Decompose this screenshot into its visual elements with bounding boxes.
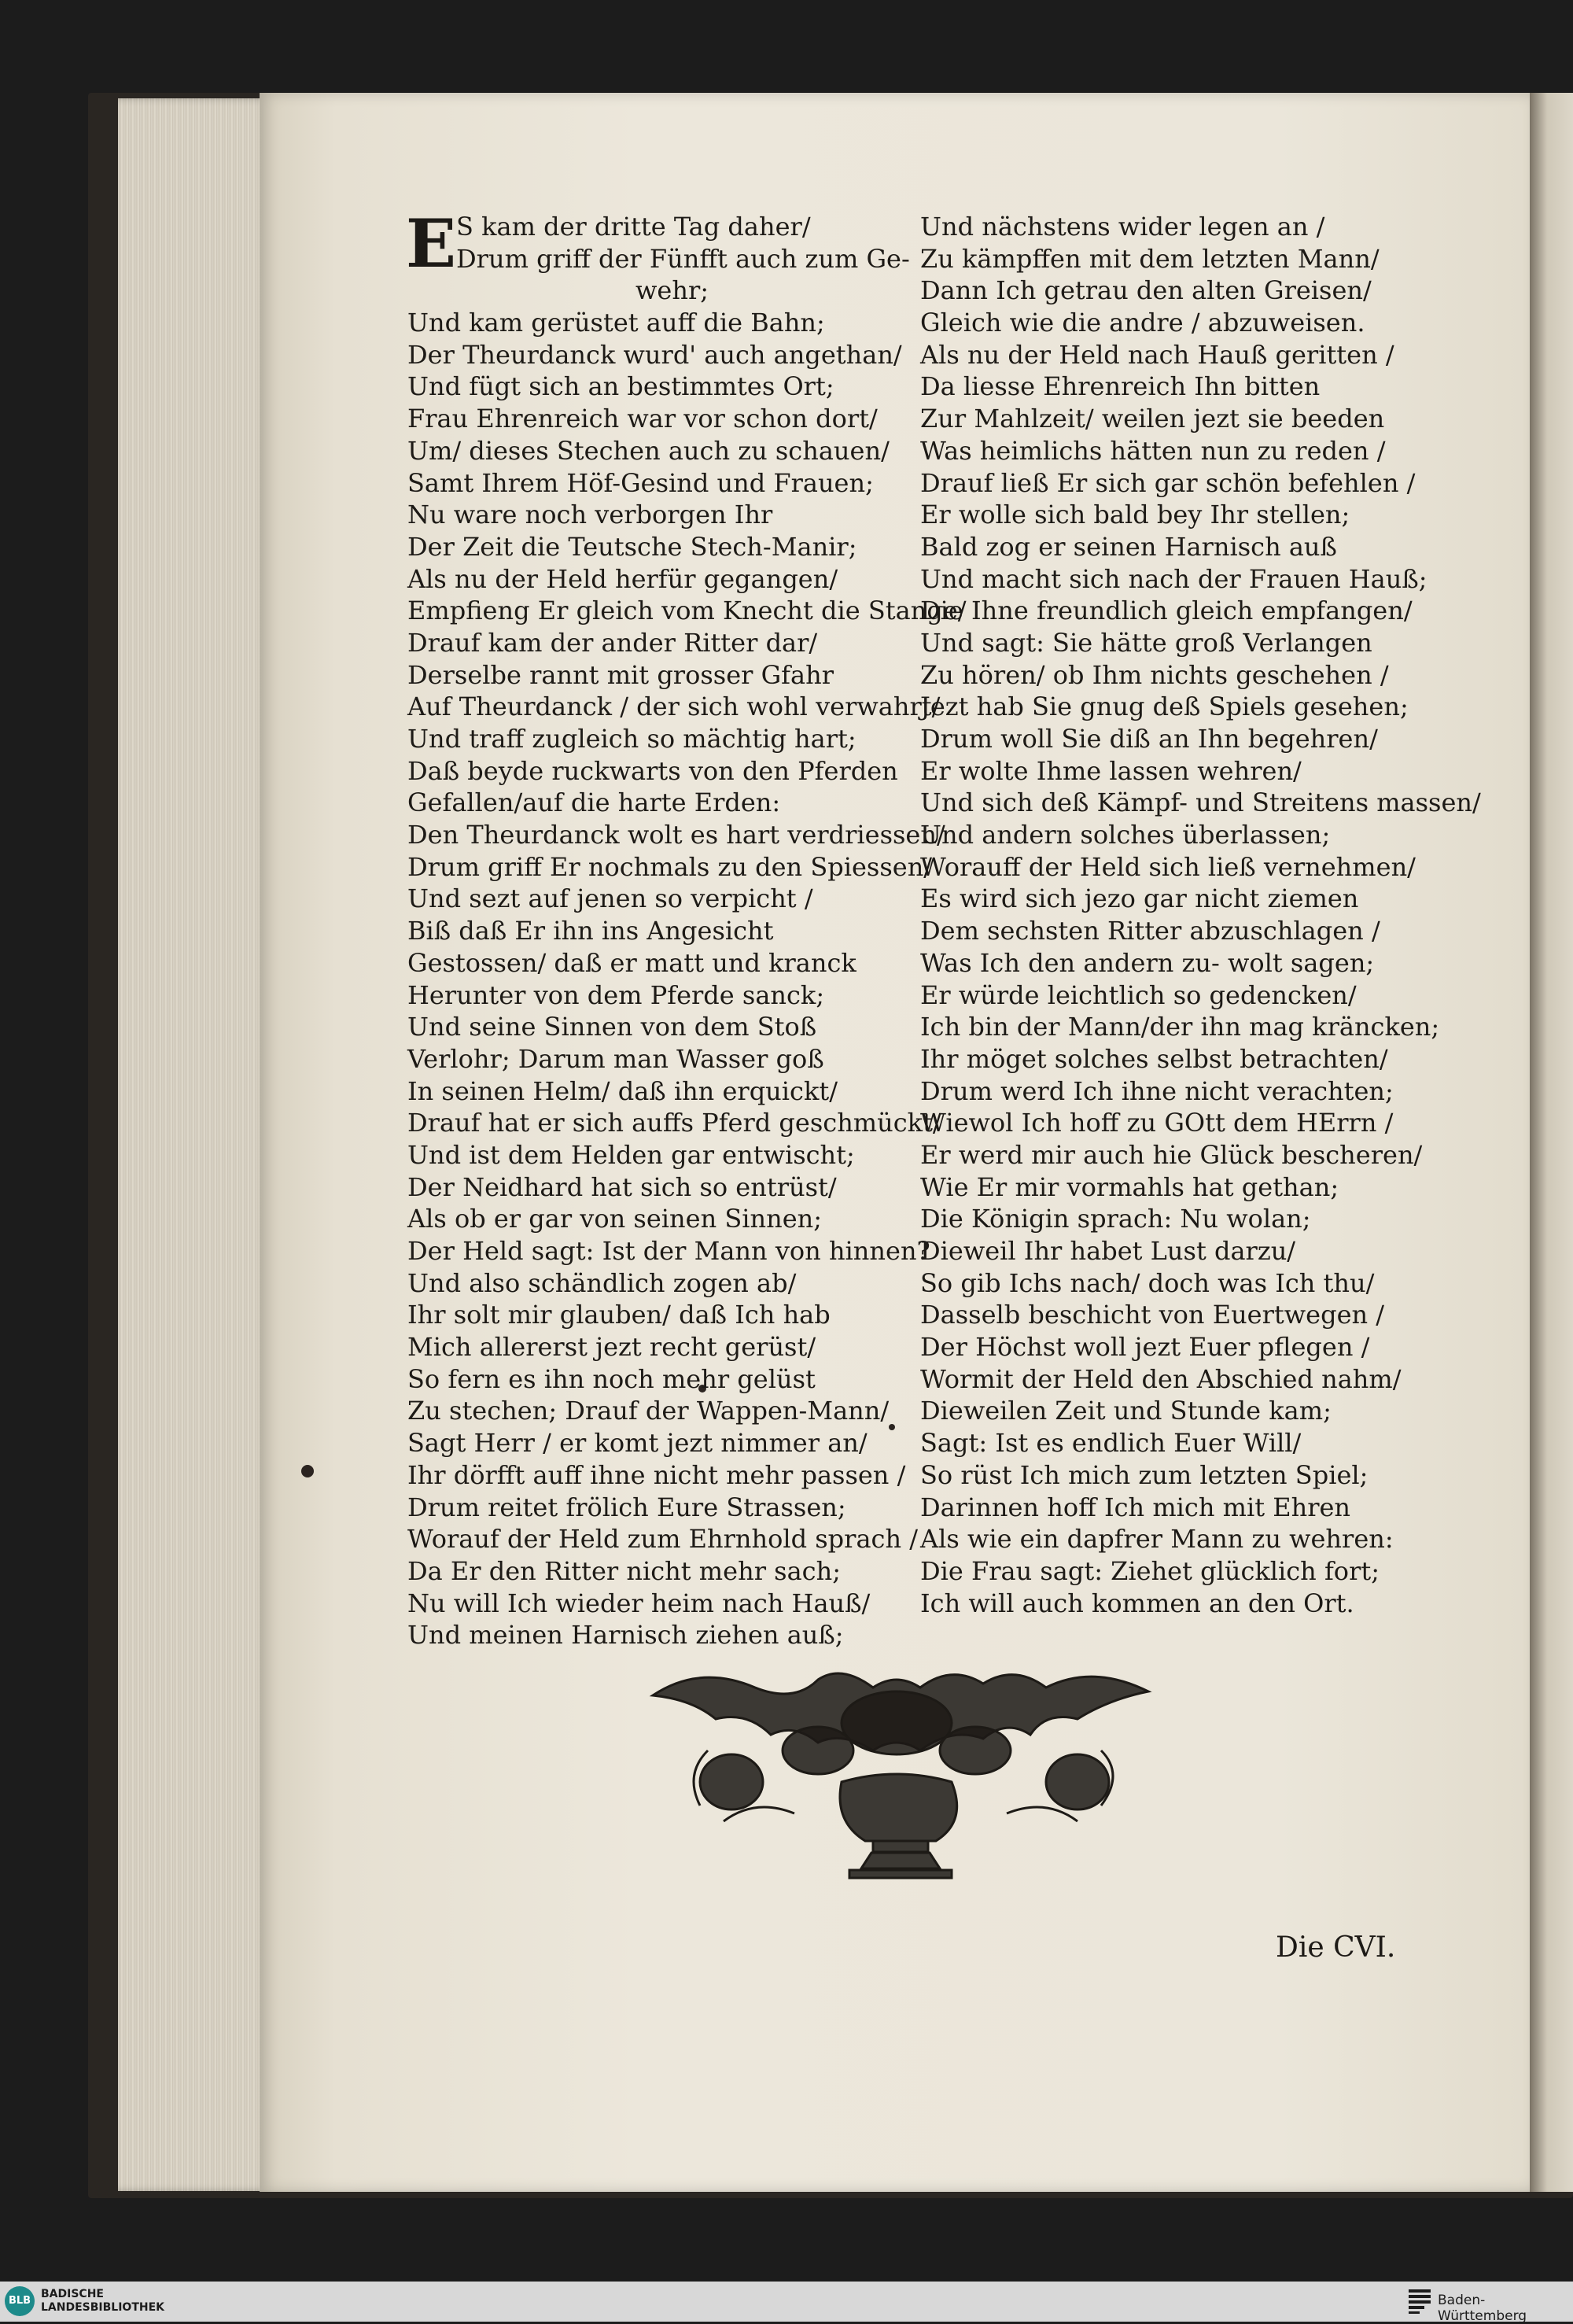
verse-line: Zur Mahlzeit/ weilen jezt sie beeden [920,404,1385,434]
ornamental-vase-vignette-icon [637,1664,1164,1892]
verse-line: Drum woll Sie diß an Ihn begehren/ [920,724,1378,754]
verse-line: Als nu der Held herfür gegangen/ [407,563,838,594]
verse-line: Er würde leichtlich so gedencken/ [920,979,1357,1010]
verse-line: Die Frau sagt: Ziehet glücklich fort; [920,1555,1380,1586]
verse-line: Ihr dörfft auff ihne nicht mehr passen / [407,1459,906,1490]
verse-line: Um/ dieses Stechen auch zu schauen/ [407,435,890,466]
verse-line: Und sich deß Kämpf- und Streitens massen/ [920,788,1481,818]
verse-line: Und ist dem Helden gar entwischt; [407,1139,855,1170]
verse-line: Und traff zugleich so mächtig hart; [407,724,856,754]
verse-line: Drum griff Er nochmals zu den Spiessen/ [407,851,933,882]
verse-line: Drauf hat er sich auffs Pferd geschmückt/ [407,1108,941,1138]
verse-line: So rüst Ich mich zum letzten Spiel; [920,1459,1369,1490]
library-name-line2: LANDESBIBLIOTHEK [41,2301,165,2314]
verse-line: wehr; [635,275,709,306]
verse-line: Daß beyde ruckwarts von den Pferden [407,755,898,786]
verse-line: Sagt: Ist es endlich Euer Will/ [920,1428,1302,1459]
verse-line: Was Ich den andern zu- wolt sagen; [920,947,1375,978]
verse-line: Da liesse Ehrenreich Ihn bitten [920,371,1321,402]
catchword: Die CVI. [1276,1931,1396,1964]
library-name[interactable] [41,2288,164,2315]
verse-line: Der Höchst woll jezt Euer pflegen / [920,1332,1370,1363]
verse-line: So fern es ihn noch mehr gelüst [407,1363,816,1394]
verse-line: Dasselb beschicht von Euertwegen / [920,1300,1385,1330]
verse-line: Und seine Sinnen von dem Stoß [407,1012,817,1042]
verse-line: Zu kämpffen mit dem letzten Mann/ [920,243,1380,274]
verse-line: Ihr möget solches selbst betrachten/ [920,1043,1388,1074]
verse-line: Und kam gerüstet auff die Bahn; [407,308,825,338]
verse-line: Darinnen hoff Ich mich mit Ehren [920,1492,1351,1522]
verse-line: Ich will auch kommen an den Ort. [920,1588,1354,1618]
verse-line: Nu will Ich wieder heim nach Hauß/ [407,1588,871,1618]
verse-line: Der Neidhard hat sich so entrüst/ [407,1171,837,1202]
facing-page-edge [1530,93,1573,2192]
verse-line: Er wolle sich bald bey Ihr stellen; [920,500,1350,530]
verse-line: Jezt hab Sie gnug deß Spiels gesehen; [920,692,1409,722]
verse-line: S kam der dritte Tag daher/ [456,212,811,242]
verse-line: Er wolte Ihme lassen wehren/ [920,755,1302,786]
verse-line: Empfieng Er gleich vom Knecht die Stange/ [407,596,967,626]
verse-line: Als nu der Held nach Hauß geritten / [920,339,1394,370]
verse-line: Gestossen/ daß er matt und kranck [407,947,856,978]
verse-line: Drauf kam der ander Ritter dar/ [407,627,818,658]
verse-line: Die Königin sprach: Nu wolan; [920,1204,1311,1234]
verse-line: Mich allererst jezt recht gerüst/ [407,1332,816,1363]
verse-line: Der Theurdanck wurd' auch angethan/ [407,339,902,370]
verse-line: In seinen Helm/ daß ihn erquickt/ [407,1075,838,1106]
verse-line: Biß daß Er ihn ins Angesicht [407,916,774,946]
verse-line: Er werd mir auch hie Glück bescheren/ [920,1139,1423,1170]
verse-line: Ich bin der Mann/der ihn mag kräncken; [920,1012,1440,1042]
verse-line: Zu hören/ ob Ihm nichts geschehen / [920,659,1389,690]
verse-line: Und sagt: Sie hätte groß Verlangen [920,627,1372,658]
verse-line: Gleich wie die andre / abzuweisen. [920,308,1365,338]
verse-line: Dieweil Ihr habet Lust darzu/ [920,1236,1296,1266]
verse-line: Zu stechen; Drauf der Wappen-Mann/ [407,1396,890,1426]
verse-line: Den Theurdanck wolt es hart verdriessen/ [407,820,945,850]
verse-line: Der Held sagt: Ist der Mann von hinnen? [407,1236,930,1266]
verse-line: Drum werd Ich ihne nicht verachten; [920,1075,1394,1106]
library-name-line1: BADISCHE [41,2288,104,2300]
verse-line: Was heimlichs hätten nun zu reden / [920,435,1386,466]
verse-line: Worauff der Held sich ließ vernehmen/ [920,851,1416,882]
ink-stain [301,1465,314,1477]
verse-line: Sagt Herr / er komt jezt nimmer an/ [407,1428,868,1459]
verse-line: Nu ware noch verborgen Ihr [407,500,773,530]
verse-line: Da Er den Ritter nicht mehr sach; [407,1555,841,1586]
verse-line: Und sezt auf jenen so verpicht / [407,883,813,914]
verse-line: Als wie ein dapfrer Mann zu wehren: [920,1524,1394,1555]
verse-line: Drum reitet frölich Eure Strassen; [407,1492,846,1522]
verse-line: Wie Er mir vormahls hat gethan; [920,1171,1339,1202]
verse-line: Und fügt sich an bestimmtes Ort; [407,371,834,402]
verse-line: Als ob er gar von seinen Sinnen; [407,1204,823,1234]
verse-line: Drum griff der Fünfft auch zum Ge- [456,243,910,274]
verse-line: Und nächstens wider legen an / [920,212,1325,242]
right-column [920,211,1481,1619]
verse-line: Die Ihne freundlich gleich empfangen/ [920,596,1413,626]
verse-line: Samt Ihrem Höf-Gesind und Frauen; [407,467,874,498]
left-column [406,205,967,1651]
verse-line: Drauf ließ Er sich gar schön befehlen / [920,467,1416,498]
verse-line: Herunter von dem Pferde sanck; [407,979,825,1010]
verse-line: Dann Ich getrau den alten Greisen/ [920,275,1372,306]
verse-line: Dem sechsten Ritter abzuschlagen / [920,916,1380,946]
verse-line: Frau Ehrenreich war vor schon dort/ [407,404,878,434]
verse-line: Bald zog er seinen Harnisch auß [920,531,1337,562]
verse-line: Und meinen Harnisch ziehen auß; [407,1620,844,1651]
verse-line: Und andern solches überlassen; [920,820,1331,850]
verse-line: Worauf der Held zum Ehrnhold sprach / [407,1524,918,1555]
verse-line: Dieweilen Zeit und Stunde kam; [920,1396,1332,1426]
verse-line: Derselbe rannt mit grosser Gfahr [407,659,834,690]
page-edges [118,98,275,2191]
verse-line: Wiewol Ich hoff zu GOtt dem HErrn / [920,1108,1394,1138]
verse-line: Verlohr; Darum man Wasser goß [407,1043,824,1074]
verse-line: Ihr solt mir glauben/ daß Ich hab [407,1300,831,1330]
footer-bar [0,2282,1573,2322]
state-name[interactable]: Baden-Württemberg [1438,2293,1527,2324]
verse-line: Es wird sich jezo gar nicht ziemen [920,883,1359,914]
verse-line: Auf Theurdanck / der sich wohl verwahrt/ [407,692,941,722]
blb-logo-icon[interactable]: BLB [5,2286,35,2316]
drop-cap: E [406,205,457,282]
verse-line: Der Zeit die Teutsche Stech-Manir; [407,531,857,562]
verse-line: Gefallen/auf die harte Erden: [407,788,781,818]
verse-line: So gib Ichs nach/ doch was Ich thu/ [920,1267,1375,1298]
verse-line: Und macht sich nach der Frauen Hauß; [920,563,1427,594]
verse-line: Wormit der Held den Abschied nahm/ [920,1363,1402,1394]
verse-line: Und also schändlich zogen ab/ [407,1267,797,1298]
baden-wuerttemberg-lions-icon[interactable] [1406,2287,1433,2315]
